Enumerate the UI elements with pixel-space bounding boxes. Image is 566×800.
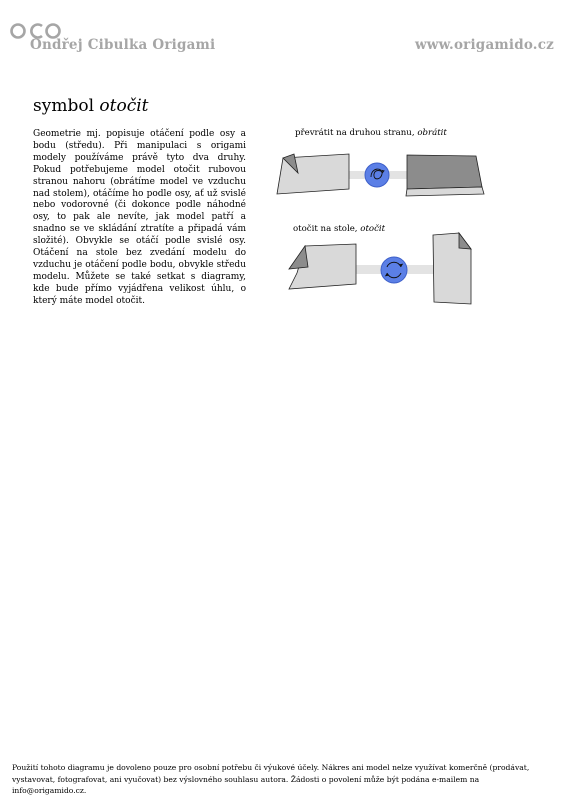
flip-caption-prefix: převrátit na druhou stranu, xyxy=(295,128,418,138)
flip-model-before xyxy=(277,154,349,194)
title-italic: otočit xyxy=(99,96,149,116)
footer-copyright: Použití tohoto diagramu je dovoleno pouze pro osobní potřebu či výukové účely. Nákres ani model nelze využívat komerčně (prodávat, vystavovat, fotografovat, ani vyučovat) bez výslovného souhlasu autora. Žádosti o povolení může být podána e-mailem na info@origamido.cz. xyxy=(12,763,530,796)
rotate-diagram xyxy=(289,233,471,304)
page-title xyxy=(33,96,149,116)
author-name: Ondřej Cibulka Origami xyxy=(30,37,216,53)
website-url: www.origamido.cz xyxy=(414,37,554,53)
flip-model-after xyxy=(406,155,484,196)
flip-diagram xyxy=(277,154,484,196)
flip-symbol-circle xyxy=(365,163,389,187)
rotate-model-after xyxy=(433,233,471,304)
diagrams-illustration xyxy=(270,140,490,310)
body-paragraph: Geometrie mj. popisuje otáčení podle osy a bodu (středu). Při manipulaci s origami modely používáme právě tyto dva druhy. Pokud potřebujeme model otočit rubovou stranou nahoru (obrátíme model ve vzduchu nad stolem), otáčíme ho podle osy, ať už svislé nebo vodorovné (či dokonce podle náhodné osy, to pak ale nevíte, jak model patří a snadno se ve skládání ztratíte a připadá vám složité). Obvykle se otáčí podle svislé osy. Otáčení na stole bez zvedání modelu do vzduchu je otáčení podle bodu, obvykle středu modelu. Můžete se také setkat s diagramy, kde bude přímo vyjádřena velikost úhlu, o který máte model otočit. xyxy=(33,129,246,306)
flip-caption-italic: obrátit xyxy=(417,128,447,138)
rotate-symbol-circle xyxy=(381,257,407,283)
rotate-model-before xyxy=(289,244,356,289)
rotate-caption-italic: otočit xyxy=(360,224,386,234)
rotate-caption-prefix: otočit na stole, xyxy=(293,224,361,234)
page-header xyxy=(0,0,566,60)
title-prefix: symbol xyxy=(33,96,100,116)
flip-caption xyxy=(295,128,447,138)
